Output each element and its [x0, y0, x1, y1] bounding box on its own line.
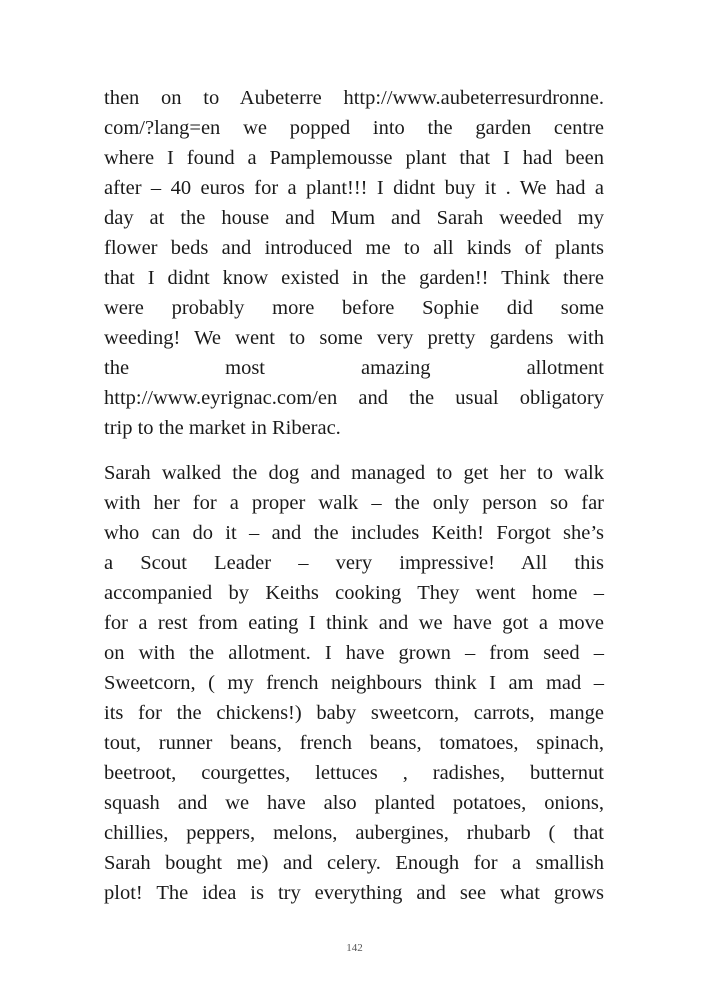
- text-line: flower beds and introduced me to all kinds of plants: [104, 237, 604, 259]
- text-line: accompanied by Keiths cooking They went home –: [104, 582, 604, 604]
- paragraph-2: [104, 458, 604, 908]
- text-line: day at the house and Mum and Sarah weeded my: [104, 207, 604, 229]
- text-line: chillies, peppers, melons, aubergines, rhubarb ( that: [104, 822, 604, 844]
- text-line: squash and we have also planted potatoes, onions,: [104, 792, 604, 814]
- text-line: a Scout Leader – very impressive! All this: [104, 552, 604, 574]
- text-line: Sweetcorn, ( my french neighbours think I am mad –: [104, 672, 604, 694]
- text-line: for a rest from eating I think and we have got a move: [104, 612, 604, 634]
- text-line: com/?lang=en we popped into the garden centre: [104, 117, 604, 139]
- text-line: Sarah bought me) and celery. Enough for a smallish: [104, 852, 604, 874]
- text-line: plot! The idea is try everything and see what grows: [104, 882, 604, 904]
- text-line: with her for a proper walk – the only person so far: [104, 492, 604, 514]
- text-line: that I didnt know existed in the garden!! Think there: [104, 267, 604, 289]
- text-line: http://www.eyrignac.com/en and the usual obligatory: [104, 387, 604, 409]
- text-line: weeding! We went to some very pretty gardens with: [104, 327, 604, 349]
- text-line: on with the allotment. I have grown – from seed –: [104, 642, 604, 664]
- text-line: trip to the market in Riberac.: [104, 417, 341, 439]
- paragraph-1: [104, 83, 604, 443]
- text-line: where I found a Pamplemousse plant that I had been: [104, 147, 604, 169]
- text-line: the most amazing allotment: [104, 357, 604, 379]
- text-line: were probably more before Sophie did some: [104, 297, 604, 319]
- text-line: Sarah walked the dog and managed to get her to walk: [104, 462, 604, 484]
- text-line: after – 40 euros for a plant!!! I didnt buy it . We had a: [104, 177, 604, 199]
- text-line: beetroot, courgettes, lettuces , radishes, butternut: [104, 762, 604, 784]
- text-line: who can do it – and the includes Keith! Forgot she’s: [104, 522, 604, 544]
- text-line: its for the chickens!) baby sweetcorn, carrots, mange: [104, 702, 604, 724]
- text-line: tout, runner beans, french beans, tomatoes, spinach,: [104, 732, 604, 754]
- text-line: then on to Aubeterre http://www.aubeterresurdronne.: [104, 87, 604, 109]
- page-number: 142: [346, 942, 363, 954]
